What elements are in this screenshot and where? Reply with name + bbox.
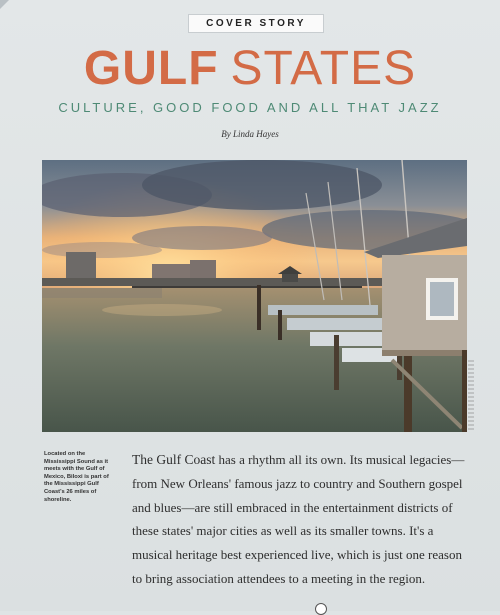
headline-bold: GULF bbox=[83, 42, 219, 95]
page-marker-icon bbox=[315, 603, 327, 615]
headline-regular: STATES bbox=[230, 42, 417, 95]
photo-caption: Located on the Mississippi Sound as it meets with the Gulf of Mexico, Biloxi is part of the Mississippi Gulf Coast's 26 miles of shoreline. bbox=[44, 451, 109, 503]
article-body bbox=[132, 448, 472, 591]
photo-credit bbox=[468, 360, 474, 430]
byline: By Linda Hayes bbox=[221, 129, 279, 139]
article-text: has a rhythm all its own. Its musical legacies—from New Orleans' famous jazz to country and Southern gospel and blues—are still embraced in the entertainment districts of these states' major cities as well as its smaller towns. It's a musical heritage best experienced live, which is just one reason to bring association attendees to a meeting in the region. bbox=[132, 452, 465, 586]
cover-photo bbox=[42, 160, 467, 432]
page-corner-fold bbox=[0, 0, 9, 9]
subtitle: CULTURE, GOOD FOOD AND ALL THAT JAZZ bbox=[58, 100, 442, 115]
section-label: COVER STORY bbox=[188, 14, 324, 33]
headline bbox=[0, 42, 500, 96]
article-lead: The Gulf Coast bbox=[132, 452, 216, 467]
